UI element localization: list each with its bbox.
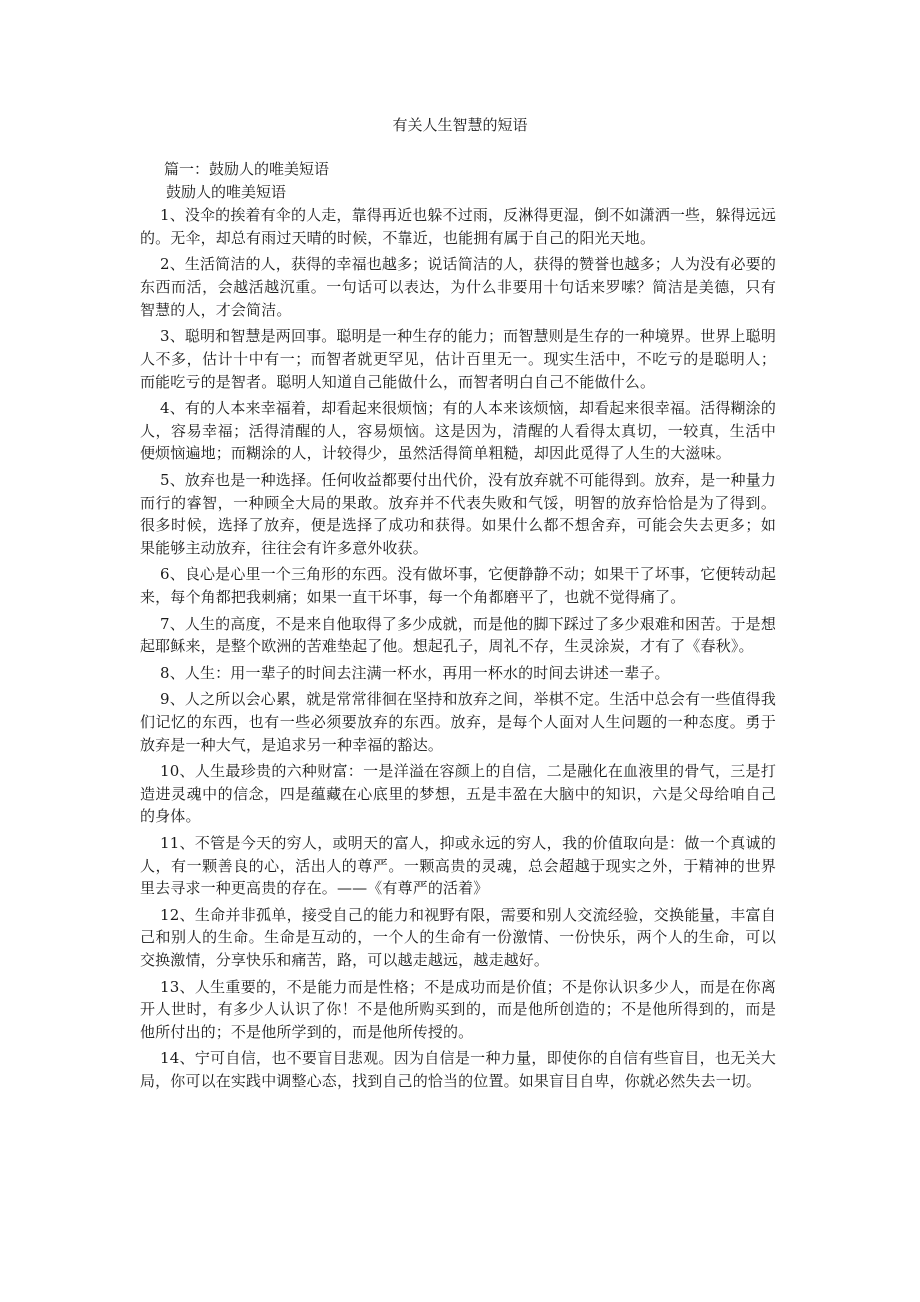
paragraph-item: 12、生命并非孤单，接受自己的能力和视野有限，需要和别人交流经验，交换能量，丰富自己和别人的生命。生命是互动的，一个人的生命有一份激情、一份快乐，两个人的生命，可以交换激情，分享快乐和痛苦，路，可以越走越远，越走越好。 [140, 905, 776, 970]
section-subheading: 鼓励人的唯美短语 [166, 183, 287, 201]
paragraph-item: 7、人生的高度，不是来自他取得了多少成就，而是他的脚下踩过了多少艰难和困苦。于是想起耶稣来，是整个欧洲的苦难垫起了他。想起孔子，周礼不存，生灵涂炭，才有了《春秋》。 [140, 614, 776, 656]
document-body [140, 158, 776, 1096]
document-title: 有关人生智慧的短语 [392, 116, 528, 134]
paragraph-item: 2、生活简洁的人，获得的幸福也越多；说话简洁的人，获得的赞誉也越多；人为没有必要的东西而活，会越活越沉重。一句话可以表达，为什么非要用十句话来罗嗦？简洁是美德，只有智慧的人，才会简洁。 [140, 255, 776, 319]
paragraph-item: 10、人生最珍贵的六种财富：一是洋溢在容颜上的自信，二是融化在血液里的骨气，三是打造进灵魂中的信念，四是蕴藏在心底里的梦想，五是丰盈在大脑中的知识，六是父母给咱自己的身体。 [140, 761, 776, 826]
paragraph-item: 1、没伞的挨着有伞的人走，靠得再近也躲不过雨，反淋得更湿，倒不如潇洒一些，躲得远远的。无伞，却总有雨过天晴的时候，不靠近，也能拥有属于自己的阳光天地。 [140, 206, 776, 247]
paragraph-item: 9、人之所以会心累，就是常常徘徊在坚持和放弃之间，举棋不定。生活中总会有一些值得我们记忆的东西，也有一些必须要放弃的东西。放弃，是每个人面对人生问题的一种态度。勇于放弃是一种大气，是追求另一种幸福的豁达。 [140, 689, 776, 754]
paragraph-item: 5、放弃也是一种选择。任何收益都要付出代价，没有放弃就不可能得到。放弃，是一种量力而行的睿智，一种顾全大局的果敢。放弃并不代表失败和气馁，明智的放弃恰恰是为了得到。很多时候，选择了放弃，便是选择了成功和获得。如果什么都不想舍弃，可能会失去更多；如果能够主动放弃，往往会有许多意外收获。 [140, 470, 776, 558]
paragraph-item: 4、有的人本来幸福着，却看起来很烦恼；有的人本来该烦恼，却看起来很幸福。活得糊涂的人，容易幸福；活得清醒的人，容易烦恼。这是因为，清醒的人看得太真切，一较真，生活中便烦恼遍地；而糊涂的人，计较得少，虽然活得简单粗糙，却因此觅得了人生的大滋味。 [140, 398, 776, 463]
paragraph-item: 14、宁可自信，也不要盲目悲观。因为自信是一种力量，即使你的自信有些盲目，也无关大局，你可以在实践中调整心态，找到自己的恰当的位置。如果盲目自卑，你就必然失去一切。 [140, 1049, 776, 1091]
paragraph-item: 3、聪明和智慧是两回事。聪明是一种生存的能力；而智慧则是生存的一种境界。世界上聪明人不多，估计十中有一；而智者就更罕见，估计百里无一。现实生活中，不吃亏的是聪明人；而能吃亏的是智者。聪明人知道自己能做什么，而智者明白自己不能做什么。 [140, 326, 776, 391]
paragraph-item: 11、不管是今天的穷人，或明天的富人，抑或永远的穷人，我的价值取向是：做一个真诚的人，有一颗善良的心，活出人的尊严。一颗高贵的灵魂，总会超越于现实之外，于精神的世界里去寻求一种更高贵的存在。——《有尊严的活着》 [140, 833, 776, 898]
paragraph-item: 8、人生：用一辈子的时间去注满一杯水，再用一杯水的时间去讲述一辈子。 [160, 663, 670, 682]
paragraph-item: 6、良心是心里一个三角形的东西。没有做坏事，它便静静不动；如果干了坏事，它便转动起来，每个角都把我刺痛；如果一直干坏事，每一个角都磨平了，也就不觉得痛了。 [140, 565, 776, 607]
paragraph-item: 13、人生重要的，不是能力而是性格；不是成功而是价值；不是你认识多少人，而是在你离开人世时，有多少人认识了你！不是他所购买到的，而是他所创造的；不是他所得到的，而是他所付出的；不是他所学到的，而是他所传授的。 [140, 977, 776, 1042]
section-heading: 篇一：鼓励人的唯美短语 [164, 160, 330, 178]
